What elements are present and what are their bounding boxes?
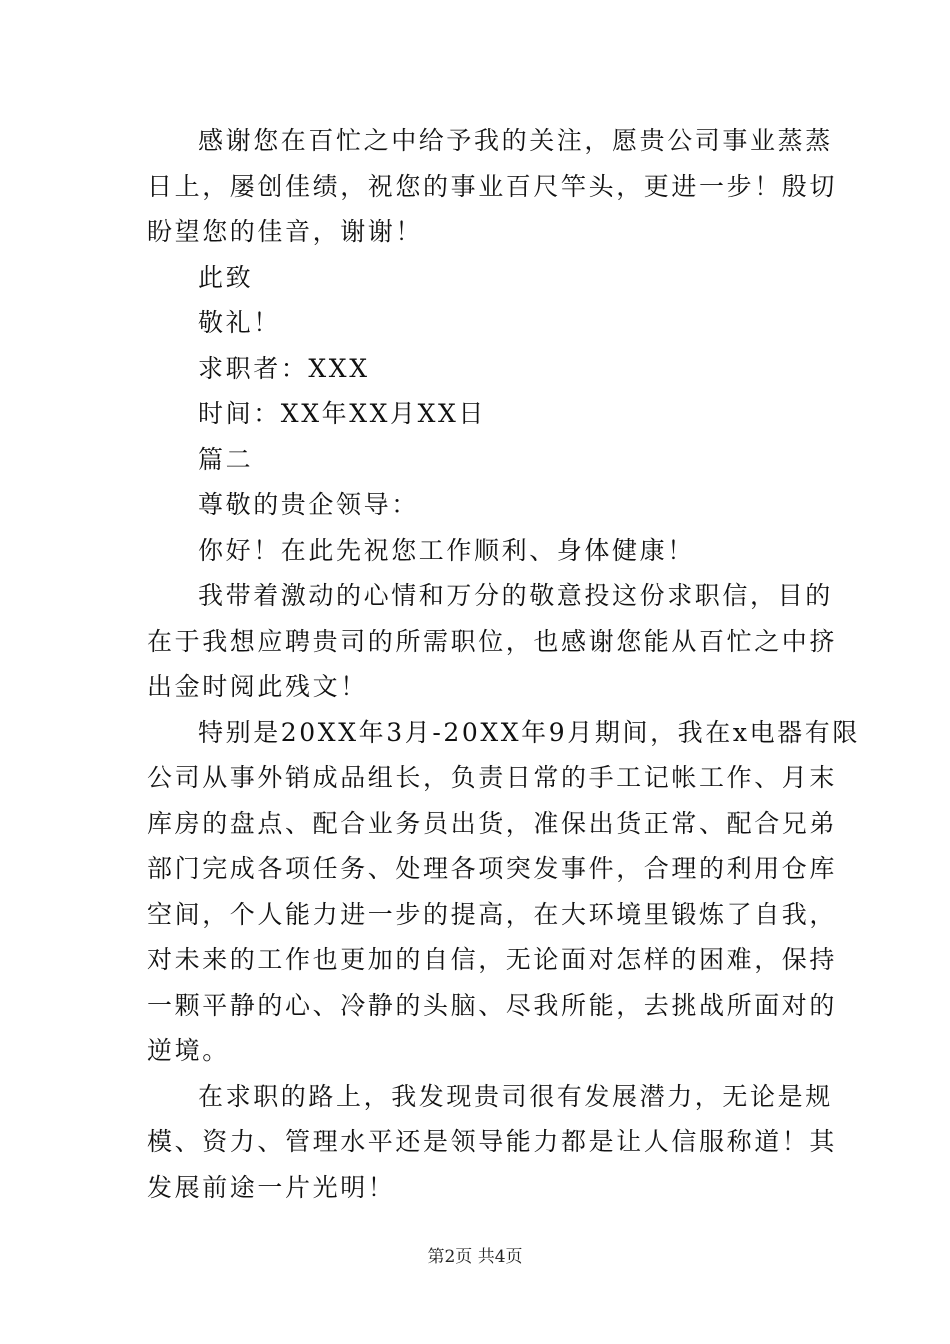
greeting-line: 你好！在此先祝您工作顺利、身体健康！: [198, 535, 695, 565]
applicant-line: 求职者：XXX: [198, 353, 370, 383]
paragraph-line: 逆境。: [147, 1036, 230, 1065]
paragraph-line: 公司从事外销成品组长，负责日常的手工记帐工作、月末: [147, 763, 838, 792]
section-heading: 篇二: [198, 444, 254, 474]
page-number: 第2页 共4页: [427, 1247, 523, 1267]
salutation: 尊敬的贵企领导：: [198, 490, 419, 519]
paragraph-line: 空间，个人能力进一步的提高，在大环境里锻炼了自我，: [147, 899, 838, 929]
paragraph-line: 发展前途一片光明！: [147, 1172, 396, 1202]
paragraph-line: 库房的盘点、配合业务员出货，准保出货正常、配合兄弟: [147, 808, 838, 838]
paragraph-line: 在于我想应聘贵司的所需职位，也感谢您能从百忙之中挤: [147, 626, 838, 656]
paragraph-line: 在求职的路上，我发现贵司很有发展潜力，无论是规: [198, 1081, 833, 1111]
paragraph-line: 盼望您的佳音，谢谢！: [147, 217, 424, 246]
paragraph-line: 部门完成各项任务、处理各项突发事件，合理的利用仓库: [147, 854, 838, 883]
closing-line: 此致: [198, 262, 254, 292]
closing-line: 敬礼！: [198, 308, 281, 337]
date-line: 时间：XX年XX月XX日: [198, 399, 486, 428]
paragraph-line: 感谢您在百忙之中给予我的关注，愿贵公司事业蒸蒸: [198, 126, 833, 155]
document-body: [147, 118, 860, 1210]
paragraph-line: 出金时阅此残文！: [147, 672, 368, 701]
paragraph-line: 模、资力、管理水平还是领导能力都是让人信服称道！其: [147, 1127, 838, 1156]
paragraph-line: 一颗平静的心、冷静的头脑、尽我所能，去挑战所面对的: [147, 990, 838, 1020]
paragraph-line: 特别是20XX年3月-20XX年9月期间，我在x电器有限: [198, 717, 860, 747]
paragraph-line: 对未来的工作也更加的自信，无论面对怎样的困难，保持: [147, 945, 838, 974]
paragraph-line: 我带着激动的心情和万分的敬意投这份求职信，目的: [198, 581, 833, 610]
paragraph-line: 日上，屡创佳绩，祝您的事业百尺竿头，更进一步！殷切: [147, 171, 838, 201]
